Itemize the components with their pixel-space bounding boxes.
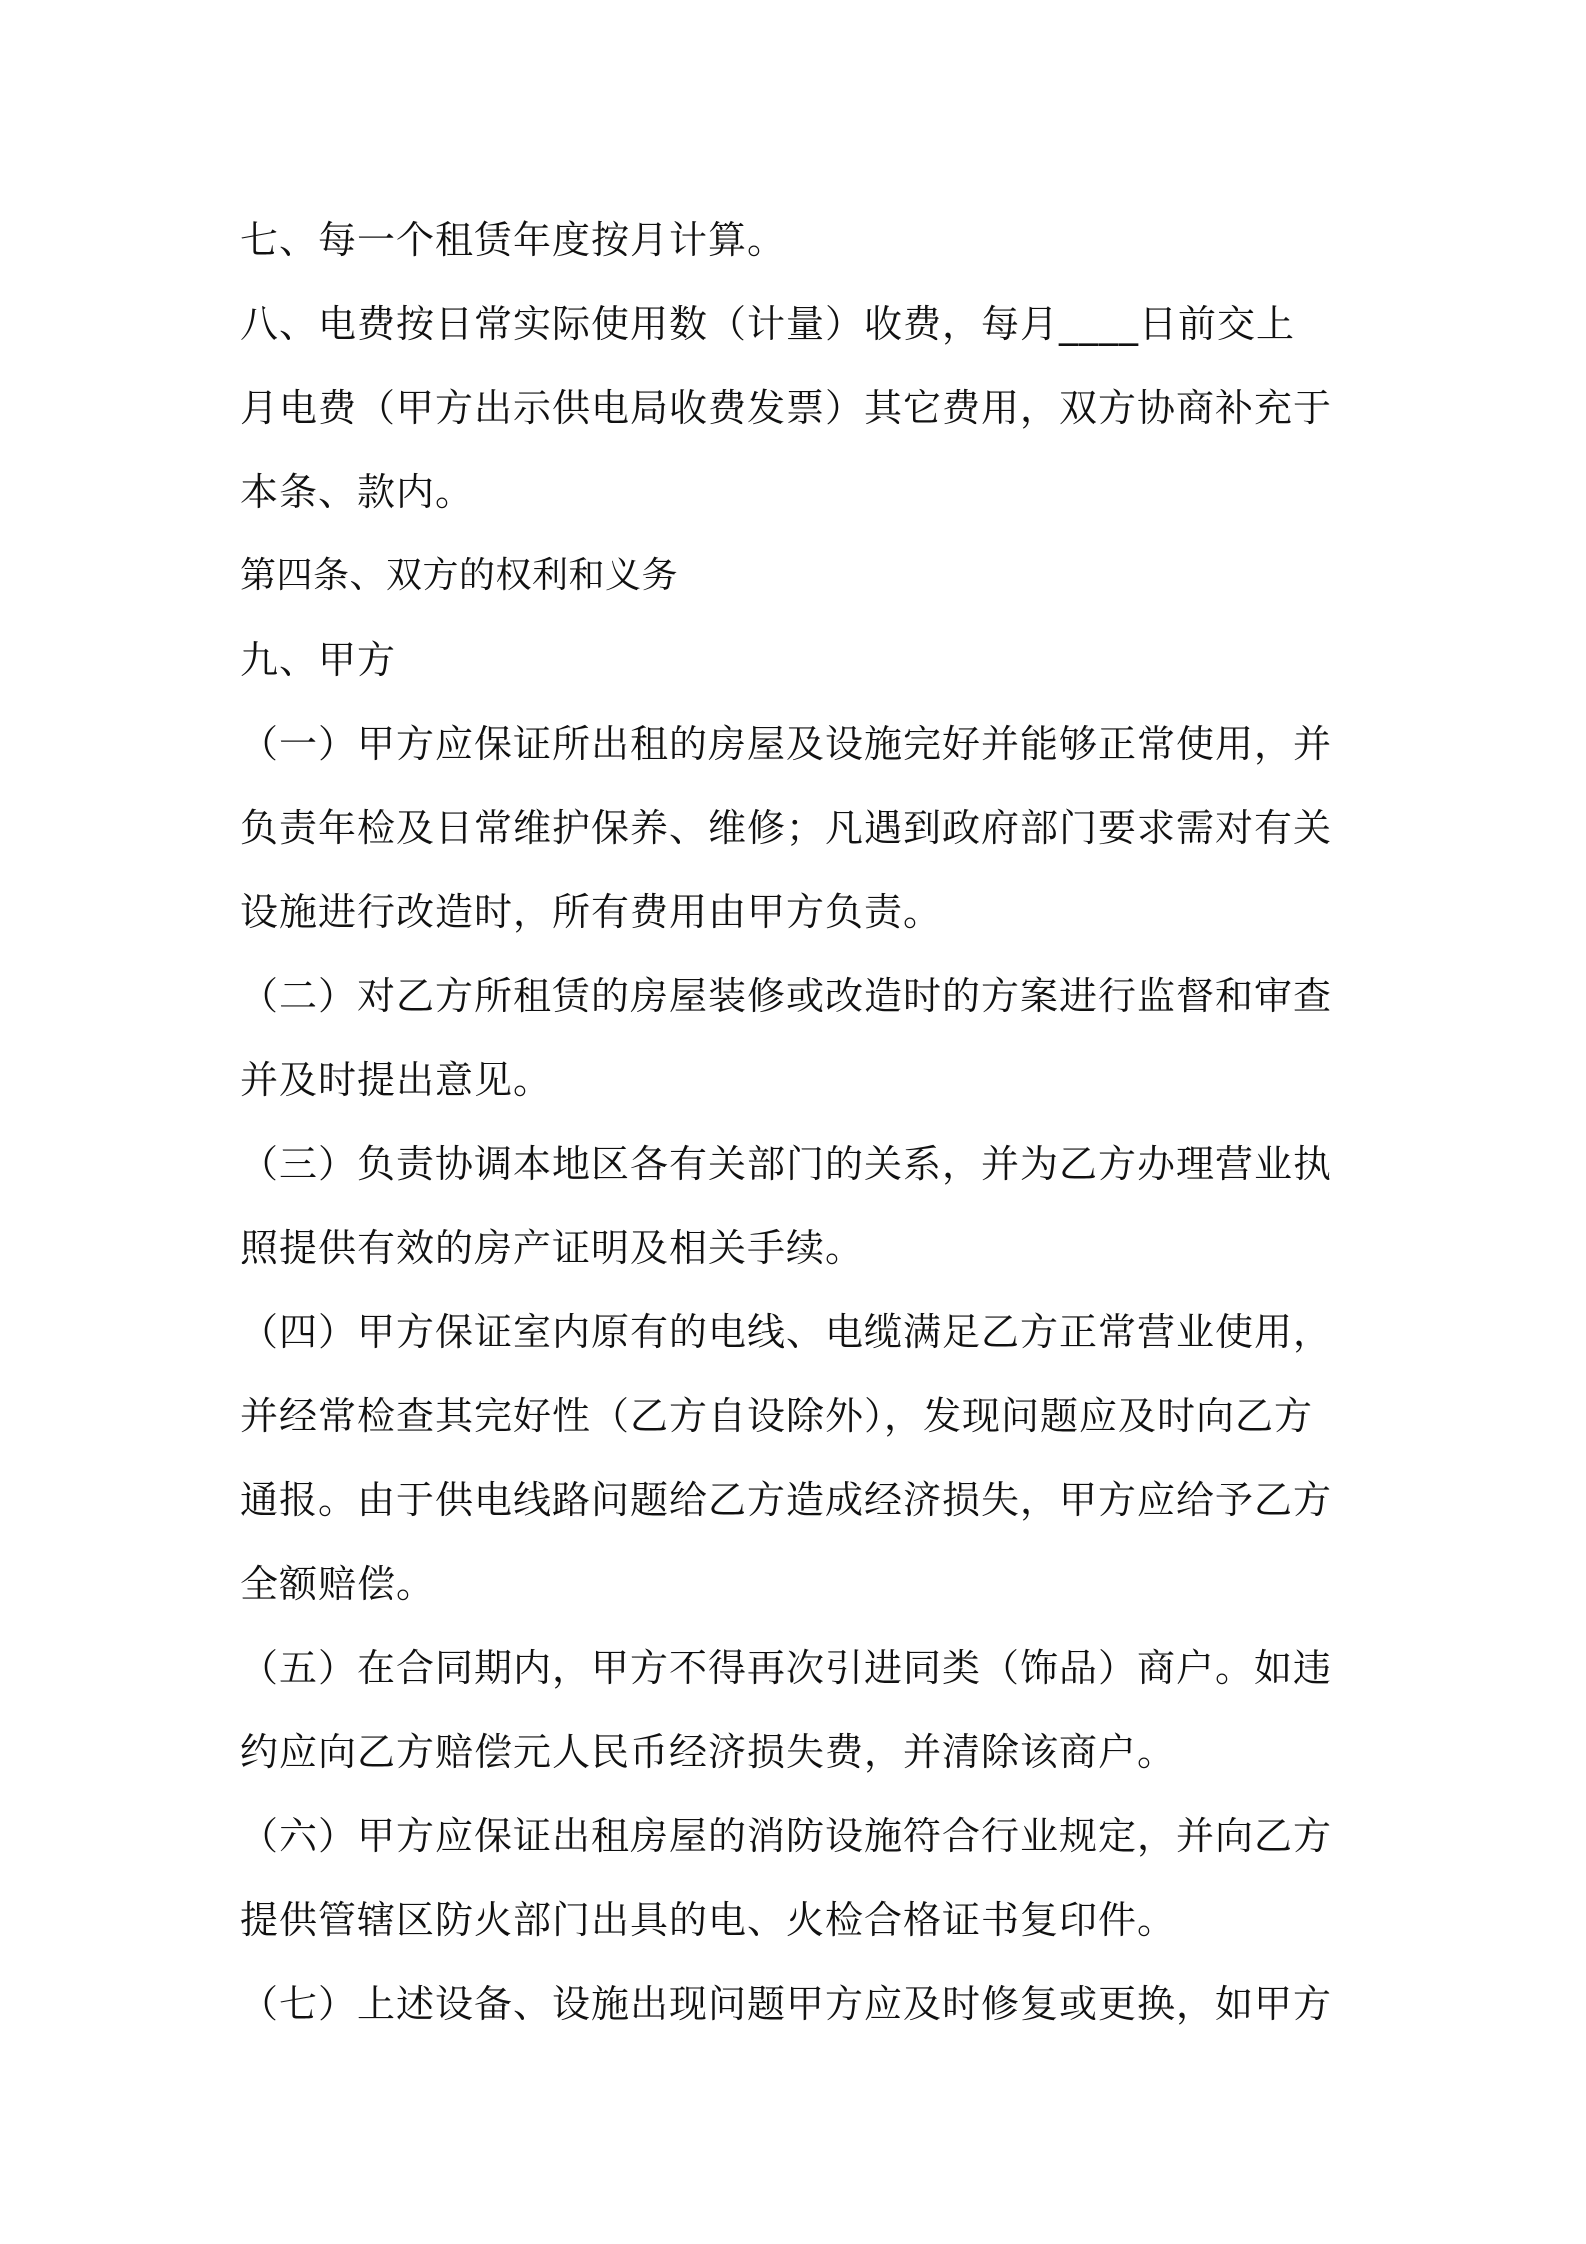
text-line: 设施进行改造时，所有费用由甲方负责。 [240, 890, 943, 934]
section-heading: 第四条、双方的权利和义务 [240, 555, 679, 596]
text-line: （六）甲方应保证出租房屋的消防设施符合行业规定，并向乙方 [240, 1814, 1333, 1858]
text-line: （三）负责协调本地区各有关部门的关系，并为乙方办理营业执 [240, 1142, 1333, 1186]
item-2 [240, 954, 1358, 1122]
text-line: 全额赔偿。 [240, 1562, 436, 1606]
item-4 [240, 1290, 1358, 1626]
text-line: 负责年检及日常维护保养、维修；凡遇到政府部门要求需对有关 [240, 806, 1333, 850]
text-line: 并及时提出意见。 [240, 1058, 553, 1102]
item-5 [240, 1626, 1358, 1794]
text-line: 照提供有效的房产证明及相关手续。 [240, 1226, 865, 1270]
text-line: 本条、款内。 [240, 470, 475, 514]
text-line: 八、电费按日常实际使用数（计量）收费，每月____日前交上 [240, 302, 1296, 346]
clause-9-party-a [240, 618, 1358, 702]
text-line: （二）对乙方所租赁的房屋装修或改造时的方案进行监督和审查 [240, 974, 1333, 1018]
text-line: 提供管辖区防火部门出具的电、火检合格证书复印件。 [240, 1898, 1177, 1942]
item-6 [240, 1794, 1358, 1962]
text-line: 约应向乙方赔偿元人民币经济损失费，并清除该商户。 [240, 1730, 1177, 1774]
text-line: 月电费（甲方出示供电局收费发票）其它费用，双方协商补充于 [240, 386, 1333, 430]
text-line: （五）在合同期内，甲方不得再次引进同类（饰品）商户。如违 [240, 1646, 1333, 1690]
section-heading-article-4 [240, 534, 1358, 618]
text-line: 并经常检查其完好性（乙方自设除外），发现问题应及时向乙方 [240, 1394, 1314, 1438]
document-body [240, 198, 1358, 2046]
item-3 [240, 1122, 1358, 1290]
text-line: 九、甲方 [240, 638, 397, 682]
item-7 [240, 1962, 1358, 2046]
clause-8 [240, 282, 1358, 534]
text-line: （七）上述设备、设施出现问题甲方应及时修复或更换，如甲方 [240, 1982, 1333, 2026]
clause-7 [240, 198, 1358, 282]
text-line: （一）甲方应保证所出租的房屋及设施完好并能够正常使用，并 [240, 722, 1333, 766]
text-line: 七、每一个租赁年度按月计算。 [240, 218, 787, 262]
item-1 [240, 702, 1358, 954]
text-line: （四）甲方保证室内原有的电线、电缆满足乙方正常营业使用， [240, 1310, 1333, 1354]
text-line: 通报。由于供电线路问题给乙方造成经济损失，甲方应给予乙方 [240, 1478, 1333, 1522]
